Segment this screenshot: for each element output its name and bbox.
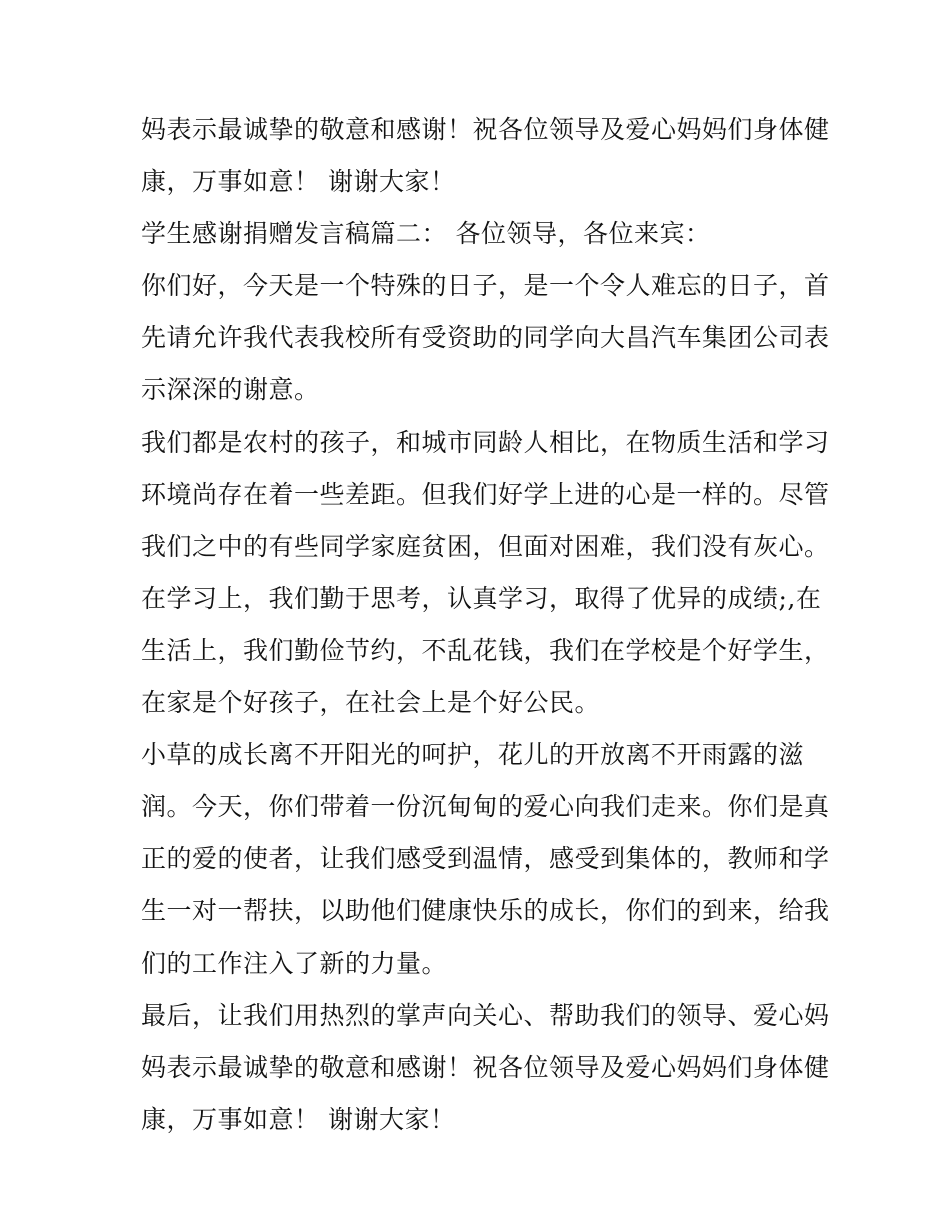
text-line: 康，万事如意！ 谢谢大家！ — [141, 1104, 456, 1134]
document-body — [141, 104, 830, 1146]
text-line: 正的爱的使者，让我们感受到温情，感受到集体的，教师和学 — [141, 844, 830, 874]
text-line: 我们都是农村的孩子，和城市同龄人相比，在物质生活和学习 — [141, 427, 830, 457]
text-line: 妈表示最诚挚的敬意和感谢！祝各位领导及爱心妈妈们身体健 — [141, 115, 830, 144]
text-line: 环境尚存在着一些差距。但我们好学上进的心是一样的。尽管 — [141, 479, 830, 509]
text-line: 生活上，我们勤俭节约，不乱花钱，我们在学校是个好学生， — [141, 635, 830, 665]
text-line: 润。今天，你们带着一份沉甸甸的爱心向我们走来。你们是真 — [141, 792, 830, 822]
text-line: 最后，让我们用热烈的掌声向关心、帮助我们的领导、爱心妈 — [141, 1000, 830, 1030]
text-line: 先请允许我代表我校所有受资助的同学向大昌汽车集团公司表 — [141, 323, 830, 353]
text-line: 你们好，今天是一个特殊的日子，是一个令人难忘的日子，首 — [141, 271, 830, 301]
text-line: 在学习上，我们勤于思考，认真学习，取得了优异的成绩;,在 — [141, 583, 822, 613]
text-line: 小草的成长离不开阳光的呵护，花儿的开放离不开雨露的滋 — [141, 740, 805, 770]
text-line: 妈表示最诚挚的敬意和感谢！祝各位领导及爱心妈妈们身体健 — [141, 1052, 830, 1082]
text-line: 在家是个好孩子，在社会上是个好公民。 — [141, 688, 601, 718]
text-line: 我们之中的有些同学家庭贫困，但面对困难，我们没有灰心。 — [141, 531, 830, 561]
text-line: 们的工作注入了新的力量。 — [141, 948, 448, 978]
text-line: 生一对一帮扶，以助他们健康快乐的成长，你们的到来，给我 — [141, 896, 830, 926]
text-line: 学生感谢捐赠发言稿篇二： 各位领导，各位来宾： — [141, 219, 711, 249]
text-line: 康，万事如意！ 谢谢大家！ — [141, 167, 456, 197]
text-line: 示深深的谢意。 — [141, 375, 320, 405]
